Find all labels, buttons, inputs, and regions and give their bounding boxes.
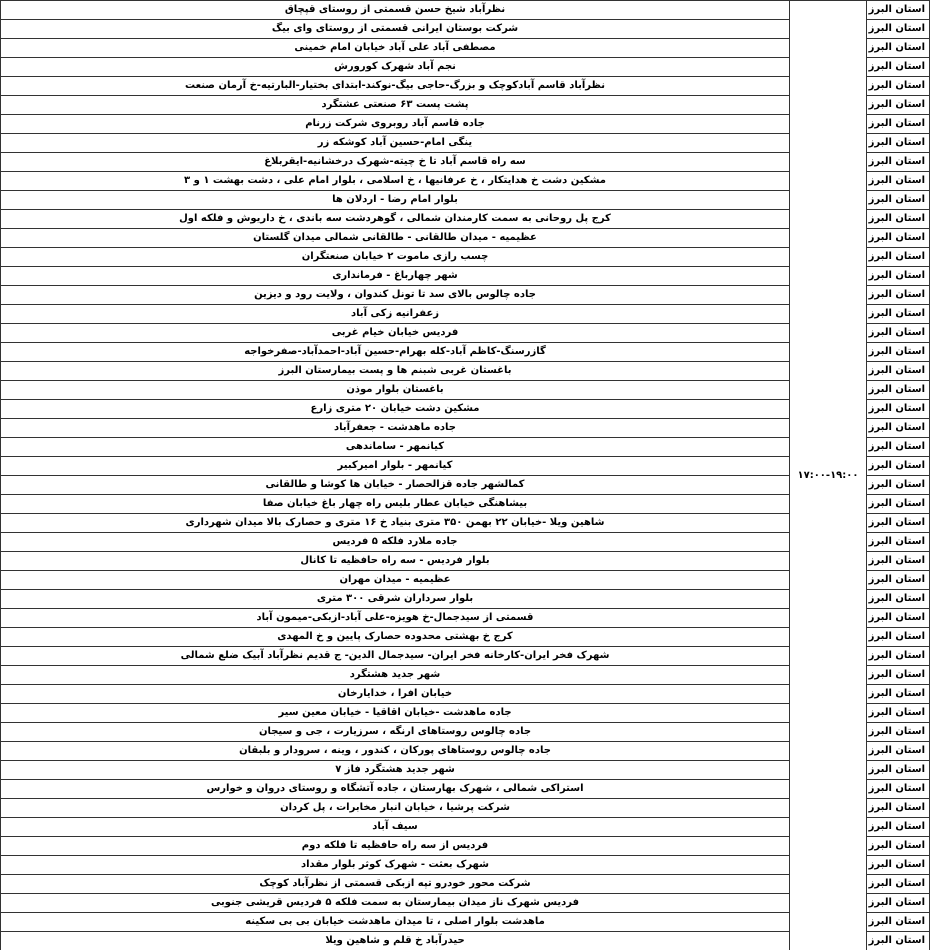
area-cell: شرکت محور خودرو تپه ازبکی قسمتی از نظرآباد کوچک — [1, 875, 790, 894]
province-cell: استان البرز — [867, 685, 930, 704]
area-cell: کرج پل روحانی به سمت کارمندان شمالی ، گوهردشت سه باندی ، خ داریوش و فلکه اول — [1, 210, 790, 229]
area-cell: کیانمهر - ساماندهی — [1, 438, 790, 457]
area-cell: بلوار امام رضا - اردلان ها — [1, 191, 790, 210]
area-cell: جاده قاسم آباد روبروی شرکت زرنام — [1, 115, 790, 134]
province-cell: استان البرز — [867, 894, 930, 913]
province-cell: استان البرز — [867, 742, 930, 761]
province-cell: استان البرز — [867, 818, 930, 837]
area-cell: مصطفی آباد علی آباد خیابان امام خمینی — [1, 39, 790, 58]
province-cell: استان البرز — [867, 77, 930, 96]
schedule-rows — [1, 1, 930, 950]
province-cell: استان البرز — [867, 115, 930, 134]
area-cell: جاده چالوس روستاهای پورکان ، کندور ، وینه ، سرودار و بلبقان — [1, 742, 790, 761]
area-cell: شاهین ویلا -خیابان ۲۲ بهمن ۳۵۰ متری بنیاد خ ۱۶ متری و حصارک بالا میدان شهرداری — [1, 514, 790, 533]
province-cell: استان البرز — [867, 20, 930, 39]
area-cell: بیشاهنگی خیابان عطار بلیس راه چهار باغ خیابان صفا — [1, 495, 790, 514]
province-cell: استان البرز — [867, 134, 930, 153]
area-cell: مشکین دشت خ هدایتکار ، خ عرفانیها ، خ اسلامی ، بلوار امام علی ، دشت بهشت ۱ و ۳ — [1, 172, 790, 191]
province-cell: استان البرز — [867, 761, 930, 780]
province-cell: استان البرز — [867, 39, 930, 58]
area-cell: شرکت پرشیا ، خیابان انبار مخابرات ، پل کردان — [1, 799, 790, 818]
province-cell: استان البرز — [867, 58, 930, 77]
province-cell: استان البرز — [867, 400, 930, 419]
province-cell: استان البرز — [867, 210, 930, 229]
area-cell: استراکی شمالی ، شهرک بهارستان ، جاده آتشگاه و روستای دروان و خوارس — [1, 780, 790, 799]
province-cell: استان البرز — [867, 324, 930, 343]
province-cell: استان البرز — [867, 419, 930, 438]
province-cell: استان البرز — [867, 609, 930, 628]
province-cell: استان البرز — [867, 343, 930, 362]
province-cell: استان البرز — [867, 571, 930, 590]
area-cell: حیدرآباد خ قلم و شاهین ویلا — [1, 932, 790, 950]
area-cell: باغستان بلوار موذن — [1, 381, 790, 400]
province-cell: استان البرز — [867, 229, 930, 248]
area-cell: ینگی امام-حسین آباد کوشکه زر — [1, 134, 790, 153]
area-cell: کیانمهر - بلوار امیرکبیر — [1, 457, 790, 476]
province-cell: استان البرز — [867, 666, 930, 685]
area-cell: شهر جدید هشتگرد فاز ۷ — [1, 761, 790, 780]
province-cell: استان البرز — [867, 381, 930, 400]
time-range-cell: ۱۷:۰۰-۱۹:۰۰ — [790, 1, 867, 950]
province-cell: استان البرز — [867, 495, 930, 514]
province-cell: استان البرز — [867, 248, 930, 267]
province-cell: استان البرز — [867, 476, 930, 495]
area-cell: خیابان افرا ، خدایارخان — [1, 685, 790, 704]
province-cell: استان البرز — [867, 96, 930, 115]
area-cell: شرکت بوستان ایرانی قسمتی از روستای وای بیگ — [1, 20, 790, 39]
province-cell: استان البرز — [867, 514, 930, 533]
area-cell: جاده چالوس روستاهای ارنگه ، سرزیارت ، جی و سیجان — [1, 723, 790, 742]
area-cell: گازرسنگ-کاظم آباد-کله بهرام-حسین آباد-احمدآباد-صفرخواجه — [1, 343, 790, 362]
area-cell: فردیس از سه راه حافظیه تا فلکه دوم — [1, 837, 790, 856]
province-cell: استان البرز — [867, 837, 930, 856]
province-cell: استان البرز — [867, 362, 930, 381]
area-cell: پشت پست ۶۳ صنعتی عشتگرد — [1, 96, 790, 115]
area-cell: ماهدشت بلوار اصلی ، تا میدان ماهدشت خیابان بی بی سکینه — [1, 913, 790, 932]
province-cell: استان البرز — [867, 305, 930, 324]
area-cell: نجم آباد شهرک کورورش — [1, 58, 790, 77]
province-cell: استان البرز — [867, 552, 930, 571]
province-cell: استان البرز — [867, 533, 930, 552]
province-cell: استان البرز — [867, 438, 930, 457]
table-row — [1, 1, 930, 20]
area-cell: نظرآباد شیخ حسن قسمتی از روستای قپچاق — [1, 1, 790, 20]
province-cell: استان البرز — [867, 267, 930, 286]
area-cell: بلوار فردیس - سه راه حافظیه تا کانال — [1, 552, 790, 571]
area-cell: نظرآباد قاسم آبادکوچک و بزرگ-حاجی بیگ-نوکند-ابتدای بختیار-البارتیه-خ آرمان صنعت — [1, 77, 790, 96]
area-cell: شهر چهارباغ - فرمانداری — [1, 267, 790, 286]
province-cell: استان البرز — [867, 153, 930, 172]
area-cell: چسب رازی ماموت ۲ خیابان صنعتگران — [1, 248, 790, 267]
area-cell: قسمتی از سیدجمال-خ هویزه-علی آباد-ازبکی-میمون آباد — [1, 609, 790, 628]
province-cell: استان البرز — [867, 856, 930, 875]
area-cell: سیف آباد — [1, 818, 790, 837]
province-cell: استان البرز — [867, 590, 930, 609]
area-cell: عظیمیه - میدان طالقانی - طالقانی شمالی میدان گلستان — [1, 229, 790, 248]
province-cell: استان البرز — [867, 172, 930, 191]
area-cell: زعفرانیه زکی آباد — [1, 305, 790, 324]
province-cell: استان البرز — [867, 723, 930, 742]
province-cell: استان البرز — [867, 647, 930, 666]
province-cell: استان البرز — [867, 780, 930, 799]
area-cell: کمالشهر جاده قزالحصار - خیابان ها کوشا و طالقانی — [1, 476, 790, 495]
area-cell: فردیس شهرک ناز میدان بیمارستان به سمت فلکه ۵ فردیس قریشی جنوبی — [1, 894, 790, 913]
area-cell: شهرک فخر ایران-کارخانه فخر ایران- سیدجمال الدین- ج قدیم نظرآباد آبیک ضلع شمالی — [1, 647, 790, 666]
area-cell: باغستان غربی شبنم ها و پست بیمارستان البرز — [1, 362, 790, 381]
province-cell: استان البرز — [867, 286, 930, 305]
area-cell: جاده ماهدشت -خیابان اقاقیا - خیابان معین سیر — [1, 704, 790, 723]
province-cell: استان البرز — [867, 799, 930, 818]
area-cell: عظیمیه - میدان مهران — [1, 571, 790, 590]
area-cell: جاده چالوس بالای سد تا تونل کندوان ، ولایت رود و دیزین — [1, 286, 790, 305]
province-cell: استان البرز — [867, 932, 930, 950]
province-cell: استان البرز — [867, 457, 930, 476]
area-cell: بلوار سرداران شرقی ۳۰۰ متری — [1, 590, 790, 609]
province-cell: استان البرز — [867, 1, 930, 20]
area-cell: جاده ماهدشت - جعفرآباد — [1, 419, 790, 438]
area-cell: فردیس خیابان خیام غربی — [1, 324, 790, 343]
province-cell: استان البرز — [867, 913, 930, 932]
area-cell: سه راه قاسم آباد تا خ چیته-شهرک درخشانیه-ایقربلاغ — [1, 153, 790, 172]
province-cell: استان البرز — [867, 628, 930, 647]
area-cell: شهر جدید هشتگرد — [1, 666, 790, 685]
province-cell: استان البرز — [867, 875, 930, 894]
area-cell: کرج خ بهشتی محدوده حصارک پایین و خ المهدی — [1, 628, 790, 647]
province-cell: استان البرز — [867, 704, 930, 723]
area-cell: شهرک بعثت - شهرک کوثر بلوار مقداد — [1, 856, 790, 875]
area-cell: جاده ملارد فلکه ۵ فردیس — [1, 533, 790, 552]
province-cell: استان البرز — [867, 191, 930, 210]
area-cell: مشکین دشت خیابان ۲۰ متری زارع — [1, 400, 790, 419]
